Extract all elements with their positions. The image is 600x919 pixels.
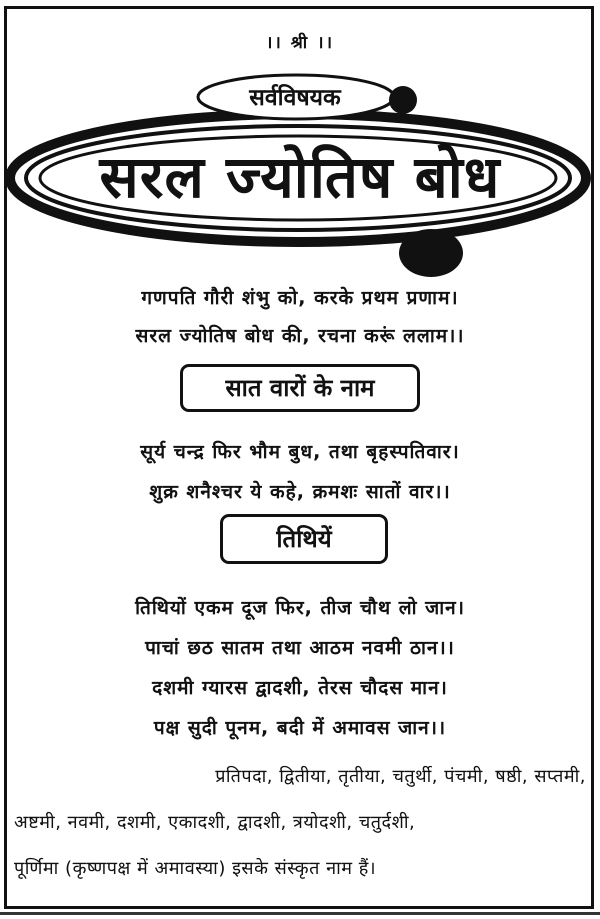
opening-verse-line: गणपति गौरी शंभु को, करके प्रथम प्रणाम। (141, 287, 459, 309)
bottom-rule (0, 912, 600, 915)
weekdays-verse-line: शुक्र शनैश्चर ये कहे, क्रमशः सातों वार।। (149, 481, 451, 503)
sanskrit-names-line: प्रतिपदा, द्वितीया, तृतीया, चतुर्थी, पंचमी, षष्ठी, सप्तमी, (215, 766, 586, 787)
sanskrit-names-line: अष्टमी, नवमी, दशमी, एकादशी, द्वादशी, त्रयोदशी, चतुर्दशी, (14, 812, 416, 833)
tithi-verse-line: पक्ष सुदी पूनम, बदी में अमावस जान।। (153, 717, 447, 739)
tithi-heading: तिथियें (220, 514, 388, 564)
tithi-verse-line: तिथियों एकम दूज फिर, तीज चौथ लो जान। (135, 597, 465, 619)
tithi-verse-line: पाचां छठ सातम तथा आठम नवमी ठान।। (145, 637, 455, 659)
weekdays-heading: सात वारों के नाम (180, 364, 420, 412)
opening-verse-line: सरल ज्योतिष बोध की, रचना करूं ललाम।। (135, 325, 465, 347)
subtitle: सर्वविषयक (249, 85, 341, 111)
weekdays-verse-line: सूर्य चन्द्र फिर भौम बुध, तथा बृहस्पतिवार। (140, 441, 460, 463)
tithi-verse-line: दशमी ग्यारस द्वादशी, तेरस चौदस मान। (152, 677, 448, 699)
invocation: ।। श्री ।। (265, 33, 335, 53)
book-title: सरल ज्योतिष बोध (99, 143, 501, 211)
sanskrit-names-line: पूर्णिमा (कृष्णपक्ष में अमावस्या) इसके संस्कृत नाम हैं। (14, 858, 377, 879)
